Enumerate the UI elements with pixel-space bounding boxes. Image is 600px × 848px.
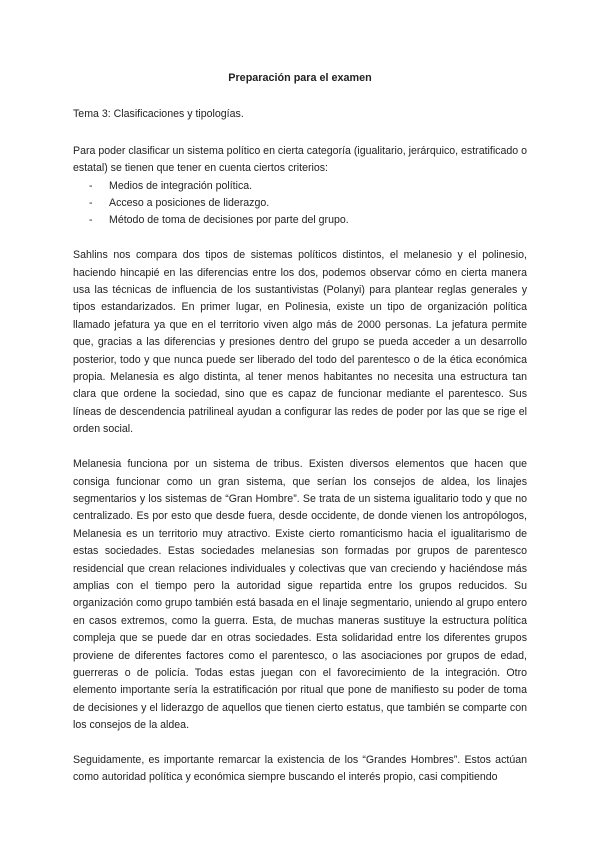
bullet-dash: - (89, 179, 93, 192)
body-paragraph: Melanesia funciona por un sistema de tribus. Existen diversos elementos que hacen que consiga funcionar como un gran sistema, que serían los consejos de aldea, los linajes segmentarios y los sistemas de “Gran Hombre”. Se trata de un sistema igualitario todo y que no centralizado. Es por esto que desde fuera, desde occidente, de donde vienen los antropólogos, Melanesia es un territorio muy atractivo. Existe cierto romanticismo hacia el igualitarismo de estas sociedades. Estas sociedades melanesias son formadas por grupos de parentesco residencial que crean relaciones individuales y colectivas que van creciendo y haciéndose más amplias con el tiempo pero la autoridad sigue repartida entre los grupos reducidos. Su organización como grupo también está basada en el linaje segmentario, uniendo al grupo entero en casos extremos, como la guerra. Esta, de muchas maneras sustituye la estructura política compleja que se puede dar en otras sociedades. Esta solidaridad entre los diferentes grupos proviene de diferentes factores como el parentesco, o las asociaciones por grupos de edad, guerreras o de policía. Todas estas juegan con el favorecimiento de la integración. Otro elemento importante sería la estratificación por ritual que pone de manifiesto su poder de toma de decisiones y el liderazgo de aquellos que tienen cierto estatus, que también se comparte con los consejos de la aldea. (73, 458, 527, 732)
document-title: Preparación para el examen (228, 72, 372, 84)
list-item-text: Método de toma de decisiones por parte del grupo. (109, 214, 349, 227)
criteria-list (73, 178, 527, 230)
bullet-dash: - (89, 214, 93, 227)
list-item (89, 195, 527, 212)
list-item (89, 212, 527, 229)
bullet-dash: - (89, 197, 93, 210)
intro-paragraph: Para poder clasificar un sistema político en cierta categoría (igualitario, jerárquico, estratificado o estatal) se tienen que tener en cuenta ciertos criterios: (73, 144, 527, 175)
list-item-text: Acceso a posiciones de liderazgo. (109, 197, 270, 210)
body-paragraph: Sahlins nos compara dos tipos de sistemas políticos distintos, el melanesio y el polinesio, haciendo hincapié en las diferencias entre los dos, podemos observar cómo en cierta manera usa las técnicas de influencia de los sustantivistas (Polanyi) para plantear reglas generales y tipos estandarizados. En primer lugar, en Polinesia, existe un tipo de organización política llamado jefatura ya que en el territorio viven algo más de 2000 personas. La jefatura permite que, gracias a las diferencias y presiones dentro del grupo se pueda acceder a un desarrollo posterior, todo y que nunca puede ser liberado del todo del parentesco o de la ética económica propia. Melanesia es algo distinta, al tener menos habitantes no necesita una estructura tan clara que ordene la sociedad, sino que es capaz de funcionar mediante el parentesco. Sus líneas de descendencia patrilineal ayudan a configurar las redes de poder por las que se rige el orden social. (73, 249, 527, 436)
document-subtitle: Tema 3: Clasificaciones y tipologías. (73, 108, 244, 121)
list-item (89, 178, 527, 195)
list-item-text: Medios de integración política. (109, 179, 253, 192)
body-paragraph: Seguidamente, es importante remarcar la existencia de los “Grandes Hombres”. Estos actúan como autoridad política y económica siempre buscando el interés propio, casi compitiendo (73, 753, 527, 784)
